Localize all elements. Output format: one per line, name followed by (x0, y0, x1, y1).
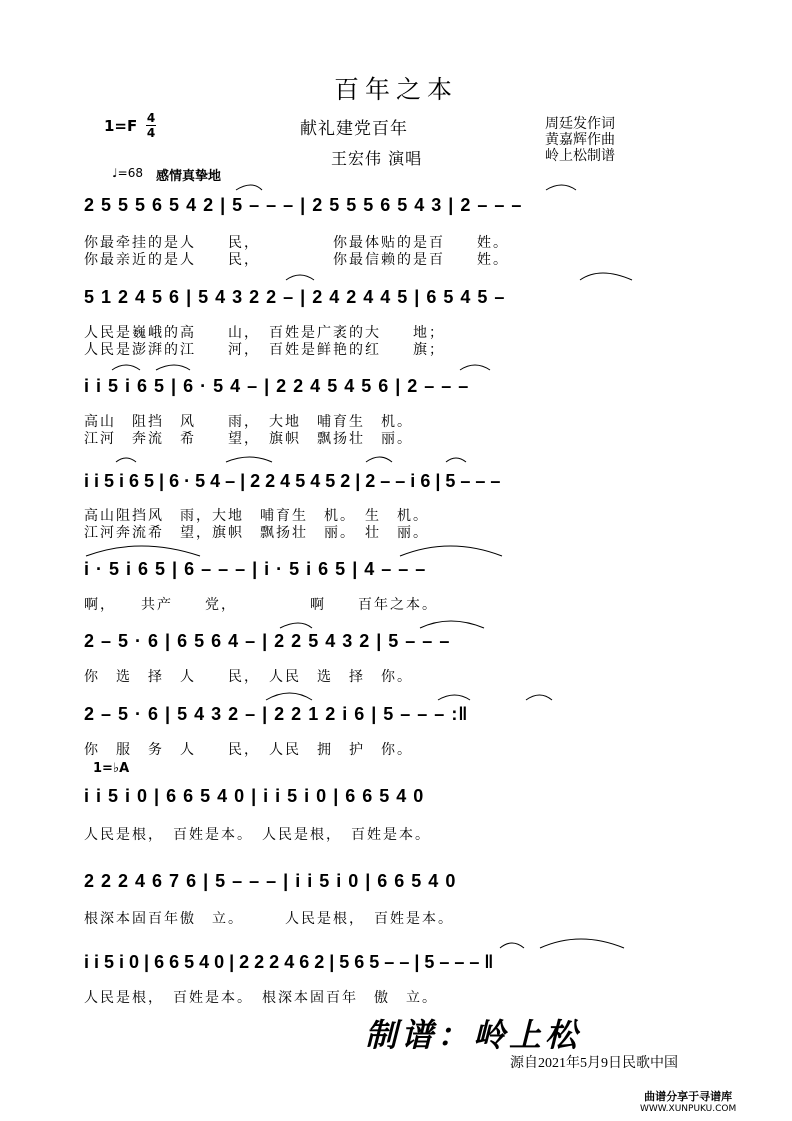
time-signature-top: 4 (146, 111, 156, 125)
tempo-marking: ♩=68 (112, 166, 143, 180)
source-note: 源自2021年5月9日民歌中国 (510, 1056, 678, 1071)
lyricist-credit: 周廷发作词 (545, 116, 615, 132)
expression-marking: 感情真挚地 (156, 169, 222, 184)
composer-credit: 黄嘉辉作曲 (545, 132, 615, 148)
lyrics-row-4b: 江河奔流希 望，旗帜 飘扬壮 丽。 壮 丽。 (84, 525, 429, 541)
lyrics-row-7: 你 服 务 人 民， 人民 拥 护 你。 (84, 742, 413, 758)
time-signature-bottom: 4 (146, 126, 156, 140)
lyrics-row-3a: 高山 阻挡 风 雨， 大地 哺育生 机。 (84, 414, 413, 430)
notation-credit: 岭上松制谱 (545, 148, 615, 164)
lyrics-row-3b: 江河 奔流 希 望， 旗帜 飘扬壮 丽。 (84, 431, 413, 447)
lyrics-row-5: 啊， 共产 党， 啊 百年之本。 (84, 597, 438, 613)
lyrics-row-6: 你 选 择 人 民， 人民 选 择 你。 (84, 669, 413, 685)
lyrics-row-2b: 人民是澎湃的江 河， 百姓是鲜艳的红 旗； (84, 342, 445, 358)
lyrics-row-9: 根深本固百年傲 立。 人民是根， 百姓是本。 (84, 911, 454, 927)
song-subtitle: 献礼建党百年 (300, 119, 408, 139)
lyrics-row-10: 人民是根， 百姓是本。 根深本固百年 傲 立。 (84, 990, 438, 1006)
notation-row-9: 2 2 2 4 6 7 6 | 5 – – – | i i 5 i 0 | 6 6 5 4 0 (84, 871, 457, 891)
watermark-line-1: 曲谱分享于寻谱库 (644, 1090, 733, 1103)
key-change-marking: 1=♭A (93, 761, 130, 776)
watermark-line-2: WWW.XUNPUKU.COM (640, 1104, 737, 1114)
notation-row-1: 2 5 5 5 6 5 4 2 | 5 – – – | 2 5 5 5 6 5 4 3 | 2 – – – (84, 195, 523, 215)
notation-row-2: 5 1 2 4 5 6 | 5 4 3 2 2 – | 2 4 2 4 4 5 | 6 5 4 5 – (84, 287, 506, 307)
song-title: 百年之本 (333, 75, 458, 104)
notation-row-6: 2 – 5 · 6 | 6 5 6 4 – | 2 2 5 4 3 2 | 5 – – – (84, 631, 451, 651)
site-watermark (640, 1090, 736, 1116)
key-signature: 1=F (104, 117, 138, 135)
singer-credit: 王宏伟 演唱 (331, 149, 423, 168)
notation-row-4: i i 5 i 6 5 | 6 · 5 4 – | 2 2 4 5 4 5 2 | 2 – – i 6 | 5 – – – (84, 471, 501, 491)
notation-row-7: 2 – 5 · 6 | 5 4 3 2 – | 2 2 1 2 i 6 | 5 – – – :‖ (84, 704, 469, 724)
notation-row-10: i i 5 i 0 | 6 6 5 4 0 | 2 2 2 4 6 2 | 5 6 5 – – | 5 – – – ‖ (84, 952, 494, 972)
notation-row-3: i i 5 i 6 5 | 6 · 5 4 – | 2 2 4 5 4 5 6 | 2 – – – (84, 376, 470, 396)
notation-row-5: i · 5 i 6 5 | 6 – – – | i · 5 i 6 5 | 4 – – – (84, 559, 427, 579)
lyrics-row-2a: 人民是巍峨的高 山， 百姓是广袤的大 地； (84, 325, 445, 341)
notation-row-8: i i 5 i 0 | 6 6 5 4 0 | i i 5 i 0 | 6 6 5 4 0 (84, 786, 425, 806)
lyrics-row-4a: 高山阻挡风 雨，大地 哺育生 机。 生 机。 (84, 508, 429, 524)
lyrics-row-8: 人民是根， 百姓是本。 人民是根， 百姓是本。 (84, 827, 431, 843)
lyrics-row-1a: 你最牵挂的是人 民， 你最体贴的是百 姓。 (84, 235, 509, 251)
lyrics-row-1b: 你最亲近的是人 民， 你最信赖的是百 姓。 (84, 252, 509, 268)
signature-stamp: 制谱：岭上松 (365, 1016, 582, 1054)
